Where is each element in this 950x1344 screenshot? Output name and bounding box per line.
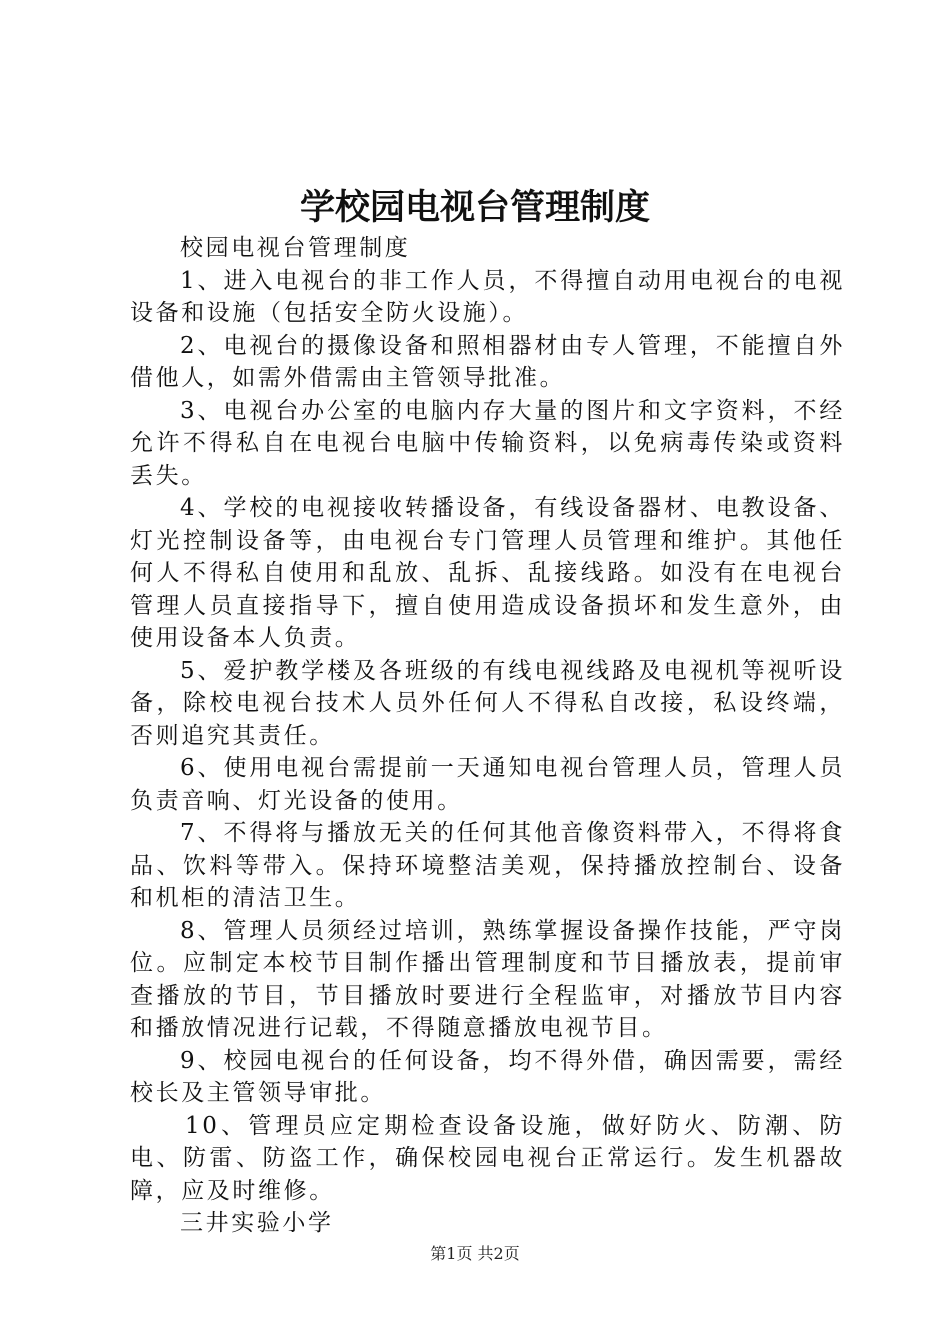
page-number-footer: 第1页 共2页 bbox=[430, 1244, 520, 1263]
document-body bbox=[130, 232, 845, 1240]
rule-paragraph-6: 6、使用电视台需提前一天通知电视台管理人员，管理人员负责音响、灯光设备的使用。 bbox=[130, 755, 845, 814]
document-signature: 三井实验小学 bbox=[180, 1210, 334, 1236]
rule-paragraph-8: 8、管理人员须经过培训，熟练掌握设备操作技能，严守岗位。应制定本校节目制作播出管理制度和节目播放表，提前审查播放的节目，节目播放时要进行全程监审，对播放节目内容和播放情况进行记载，不得随意播放电视节目。 bbox=[130, 917, 845, 1041]
rule-paragraph-2: 2、电视台的摄像设备和照相器材由专人管理，不能擅自外借他人，如需外借需由主管领导批准。 bbox=[130, 332, 845, 391]
document-subtitle: 校园电视台管理制度 bbox=[180, 235, 411, 261]
rule-paragraph-9: 9、校园电视台的任何设备，均不得外借，确因需要，需经校长及主管领导审批。 bbox=[130, 1047, 845, 1106]
rule-paragraph-10: 10、管理员应定期检查设备设施，做好防火、防潮、防电、防雷、防盗工作，确保校园电视台正常运行。发生机器故障，应及时维修。 bbox=[130, 1112, 845, 1204]
rule-paragraph-7: 7、不得将与播放无关的任何其他音像资料带入，不得将食品、饮料等带入。保持环境整洁美观，保持播放控制台、设备和机柜的清洁卫生。 bbox=[130, 820, 845, 911]
rule-paragraph-4: 4、学校的电视接收转播设备，有线设备器材、电教设备、灯光控制设备等，由电视台专门管理人员管理和维护。其他任何人不得私自使用和乱放、乱拆、乱接线路。如没有在电视台管理人员直接指导下，擅自使用造成设备损坏和发生意外，由使用设备本人负责。 bbox=[130, 495, 845, 651]
rule-paragraph-5: 5、爱护教学楼及各班级的有线电视线路及电视机等视听设备，除校电视台技术人员外任何人不得私自改接，私设终端，否则追究其责任。 bbox=[130, 657, 845, 749]
rule-paragraph-3: 3、电视台办公室的电脑内存大量的图片和文字资料，不经允许不得私自在电视台电脑中传输资料，以免病毒传染或资料丢失。 bbox=[130, 397, 845, 489]
document-title: 学校园电视台管理制度 bbox=[299, 188, 650, 228]
rule-paragraph-1: 1、进入电视台的非工作人员，不得擅自动用电视台的电视设备和设施（包括安全防火设施）。 bbox=[130, 267, 845, 326]
